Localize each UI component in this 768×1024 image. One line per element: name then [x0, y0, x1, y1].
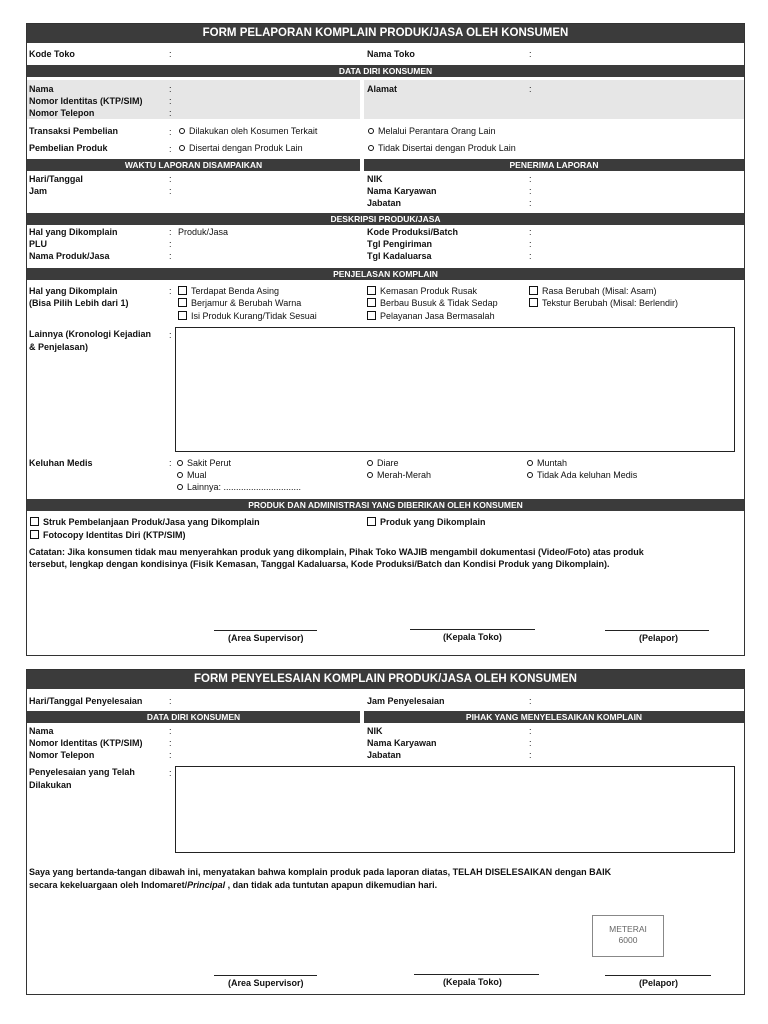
section-penjelasan-komplain: PENJELASAN KOMPLAIN: [27, 268, 744, 280]
checkbox-icon: [367, 311, 376, 320]
section-data-diri: DATA DIRI KONSUMEN: [27, 65, 744, 77]
label-nik: NIK: [367, 174, 383, 184]
colon: :: [169, 108, 172, 118]
radio-icon: [177, 484, 183, 490]
checkbox-berjamur[interactable]: Berjamur & Berubah Warna: [178, 298, 301, 308]
radio-melalui-perantara[interactable]: Melalui Perantara Orang Lain: [368, 126, 496, 136]
label-kode-toko: Kode Toko: [29, 49, 75, 59]
colon: :: [169, 738, 172, 748]
colon: :: [529, 239, 532, 249]
section-penerima-laporan: PENERIMA LAPORAN: [364, 159, 744, 171]
radio-muntah[interactable]: Muntah: [527, 458, 567, 468]
label-hal-dikomplain-2: Hal yang Dikomplain: [29, 286, 118, 296]
label-nama: Nama: [29, 726, 54, 736]
colon: :: [529, 696, 532, 706]
signature-line-supervisor: [214, 975, 317, 976]
label-nama-toko: Nama Toko: [367, 49, 415, 59]
label-penjelasan: & Penjelasan): [29, 342, 89, 352]
label-hari-tanggal: Hari/Tanggal: [29, 174, 83, 184]
checkbox-tekstur-berubah[interactable]: Tekstur Berubah (Misal: Berlendir): [529, 298, 678, 308]
label-dilakukan: Dilakukan: [29, 780, 72, 790]
statement-principal: Principal: [187, 880, 226, 890]
colon: :: [529, 750, 532, 760]
label-lainnya: Lainnya (Kronologi Kejadian: [29, 329, 152, 339]
checkbox-icon: [178, 311, 187, 320]
label-penyelesaian: Penyelesaian yang Telah: [29, 767, 135, 777]
signature-line-pelapor: [605, 975, 711, 976]
complaint-resolution-form: [26, 669, 745, 995]
section-deskripsi-produk: DESKRIPSI PRODUK/JASA: [27, 213, 744, 225]
label-nama-karyawan: Nama Karyawan: [367, 186, 437, 196]
colon: :: [169, 286, 172, 296]
colon: :: [169, 768, 172, 778]
meterai-stamp-box: [592, 915, 664, 957]
radio-lainnya[interactable]: Lainnya: ...............................: [177, 482, 301, 492]
colon: :: [169, 239, 172, 249]
radio-icon: [177, 460, 183, 466]
section-pihak-penyelesai: PIHAK YANG MENYELESAIKAN KOMPLAIN: [364, 711, 744, 723]
colon: :: [169, 49, 172, 59]
signature-line-pelapor: [605, 630, 709, 631]
form2-title: FORM PENYELESAIAN KOMPLAIN PRODUK/JASA OLEH KONSUMEN: [27, 670, 744, 689]
label-bisa-pilih: (Bisa Pilih Lebih dari 1): [29, 298, 129, 308]
colon: :: [169, 696, 172, 706]
checkbox-icon: [178, 298, 187, 307]
signature-area-supervisor: (Area Supervisor): [228, 978, 304, 988]
radio-icon: [527, 460, 533, 466]
checkbox-pelayanan-jasa[interactable]: Pelayanan Jasa Bermasalah: [367, 311, 495, 321]
checkbox-rasa-berubah[interactable]: Rasa Berubah (Misal: Asam): [529, 286, 657, 296]
signature-line-kepala-toko: [410, 629, 535, 630]
label-jam-penyelesaian: Jam Penyelesaian: [367, 696, 445, 706]
signature-line-supervisor: [214, 630, 317, 631]
colon: :: [169, 726, 172, 736]
colon: :: [529, 186, 532, 196]
checkbox-terdapat-benda-asing[interactable]: Terdapat Benda Asing: [178, 286, 279, 296]
checkbox-icon: [367, 298, 376, 307]
checkbox-icon: [529, 286, 538, 295]
signature-pelapor: (Pelapor): [639, 633, 679, 643]
meterai-label: METERAI: [609, 924, 647, 934]
checkbox-produk-dikomplain[interactable]: Produk yang Dikomplain: [367, 517, 486, 527]
penyelesaian-textarea[interactable]: [175, 766, 735, 853]
label-nik: NIK: [367, 726, 383, 736]
colon: :: [169, 174, 172, 184]
colon: :: [169, 458, 172, 468]
radio-tidak-disertai[interactable]: Tidak Disertai dengan Produk Lain: [368, 143, 516, 153]
signature-kepala-toko: (Kepala Toko): [443, 977, 502, 987]
label-jabatan: Jabatan: [367, 198, 402, 208]
label-keluhan-medis: Keluhan Medis: [29, 458, 93, 468]
checkbox-isi-produk-kurang[interactable]: Isi Produk Kurang/Tidak Sesuai: [178, 311, 317, 321]
label-jam: Jam: [29, 186, 48, 196]
label-tgl-kadaluarsa: Tgl Kadaluarsa: [367, 251, 432, 261]
signature-kepala-toko: (Kepala Toko): [443, 632, 502, 642]
catatan-line-1: Catatan: Jika konsumen tidak mau menyerahkan produk yang dikomplain, Pihak Toko WAJIB mengambil dokumentasi (Video/Foto) atas produk: [29, 547, 644, 557]
checkbox-icon: [367, 286, 376, 295]
checkbox-struk[interactable]: Struk Pembelanjaan Produk/Jasa yang Dikomplain: [30, 517, 260, 527]
form1-title: FORM PELAPORAN KOMPLAIN PRODUK/JASA OLEH KONSUMEN: [27, 24, 744, 43]
checkbox-icon: [367, 517, 376, 526]
radio-icon: [179, 128, 185, 134]
colon: :: [529, 84, 532, 94]
checkbox-icon: [30, 530, 39, 539]
label-nama-produk: Nama Produk/Jasa: [29, 251, 110, 261]
colon: :: [169, 330, 172, 340]
radio-dilakukan-konsumen[interactable]: Dilakukan oleh Kosumen Terkait: [179, 126, 317, 136]
kronologi-textarea[interactable]: [175, 327, 735, 452]
checkbox-icon: [529, 298, 538, 307]
section-produk-administrasi: PRODUK DAN ADMINISTRASI YANG DIBERIKAN OLEH KONSUMEN: [27, 499, 744, 511]
signature-area-supervisor: (Area Supervisor): [228, 633, 304, 643]
colon: :: [169, 127, 172, 137]
radio-icon: [367, 472, 373, 478]
radio-icon: [368, 145, 374, 151]
label-nomor-identitas: Nomor Identitas (KTP/SIM): [29, 96, 143, 106]
checkbox-kemasan-rusak[interactable]: Kemasan Produk Rusak: [367, 286, 477, 296]
colon: :: [169, 96, 172, 106]
radio-merah-merah[interactable]: Merah-Merah: [367, 470, 431, 480]
checkbox-icon: [178, 286, 187, 295]
colon: :: [529, 198, 532, 208]
value-produk-jasa: Produk/Jasa: [178, 227, 229, 237]
catatan-line-2: tersebut, lengkap dengan kondisinya (Fisik Kemasan, Tanggal Kadaluarsa, Kode Produksi/Batch dan Kondisi Produk yang Dikomplain).: [29, 559, 610, 569]
statement-line-2: secara kekeluargaan oleh Indomaret/Principal , dan tidak ada tuntutan apapun dikemudian hari.: [29, 880, 438, 890]
radio-diare[interactable]: Diare: [367, 458, 399, 468]
complaint-report-form: [26, 23, 745, 656]
label-hari-tanggal-penyelesaian: Hari/Tanggal Penyelesaian: [29, 696, 143, 706]
meterai-value: 6000: [618, 935, 638, 945]
checkbox-icon: [30, 517, 39, 526]
signature-pelapor: (Pelapor): [639, 978, 679, 988]
label-tgl-pengiriman: Tgl Pengiriman: [367, 239, 433, 249]
radio-icon: [527, 472, 533, 478]
signature-line-kepala-toko: [414, 974, 539, 975]
section-data-diri-2: DATA DIRI KONSUMEN: [27, 711, 360, 723]
label-nomor-telepon: Nomor Telepon: [29, 108, 95, 118]
label-nama: Nama: [29, 84, 54, 94]
radio-tidak-ada-keluhan[interactable]: Tidak Ada keluhan Medis: [527, 470, 637, 480]
label-transaksi: Transaksi Pembelian: [29, 126, 119, 136]
label-plu: PLU: [29, 239, 47, 249]
label-pembelian-produk: Pembelian Produk: [29, 143, 108, 153]
colon: :: [529, 174, 532, 184]
statement-line-1: Saya yang bertanda-tangan dibawah ini, menyatakan bahwa komplain produk pada laporan diatas, TELAH DISELESAIKAN dengan BAIK: [29, 867, 612, 877]
radio-icon: [368, 128, 374, 134]
colon: :: [169, 251, 172, 261]
colon: :: [529, 227, 532, 237]
colon: :: [529, 49, 532, 59]
colon: :: [169, 186, 172, 196]
colon: :: [169, 750, 172, 760]
colon: :: [529, 738, 532, 748]
colon: :: [169, 144, 172, 154]
colon: :: [169, 227, 172, 237]
label-kode-produksi: Kode Produksi/Batch: [367, 227, 459, 237]
section-waktu-laporan: WAKTU LAPORAN DISAMPAIKAN: [27, 159, 360, 171]
colon: :: [529, 726, 532, 736]
radio-mual[interactable]: Mual: [177, 470, 207, 480]
address-area: [364, 80, 744, 119]
radio-sakit-perut[interactable]: Sakit Perut: [177, 458, 231, 468]
label-nomor-identitas: Nomor Identitas (KTP/SIM): [29, 738, 143, 748]
label-nama-karyawan: Nama Karyawan: [367, 738, 437, 748]
label-nomor-telepon: Nomor Telepon: [29, 750, 95, 760]
radio-disertai-produk-lain[interactable]: Disertai dengan Produk Lain: [179, 143, 303, 153]
label-jabatan: Jabatan: [367, 750, 402, 760]
colon: :: [169, 84, 172, 94]
colon: :: [529, 251, 532, 261]
checkbox-fotocopy-identitas[interactable]: Fotocopy Identitas Diri (KTP/SIM): [30, 530, 186, 540]
radio-icon: [367, 460, 373, 466]
radio-icon: [177, 472, 183, 478]
radio-icon: [179, 145, 185, 151]
checkbox-berbau-busuk[interactable]: Berbau Busuk & Tidak Sedap: [367, 298, 498, 308]
label-hal-dikomplain: Hal yang Dikomplain: [29, 227, 118, 237]
label-alamat: Alamat: [367, 84, 398, 94]
